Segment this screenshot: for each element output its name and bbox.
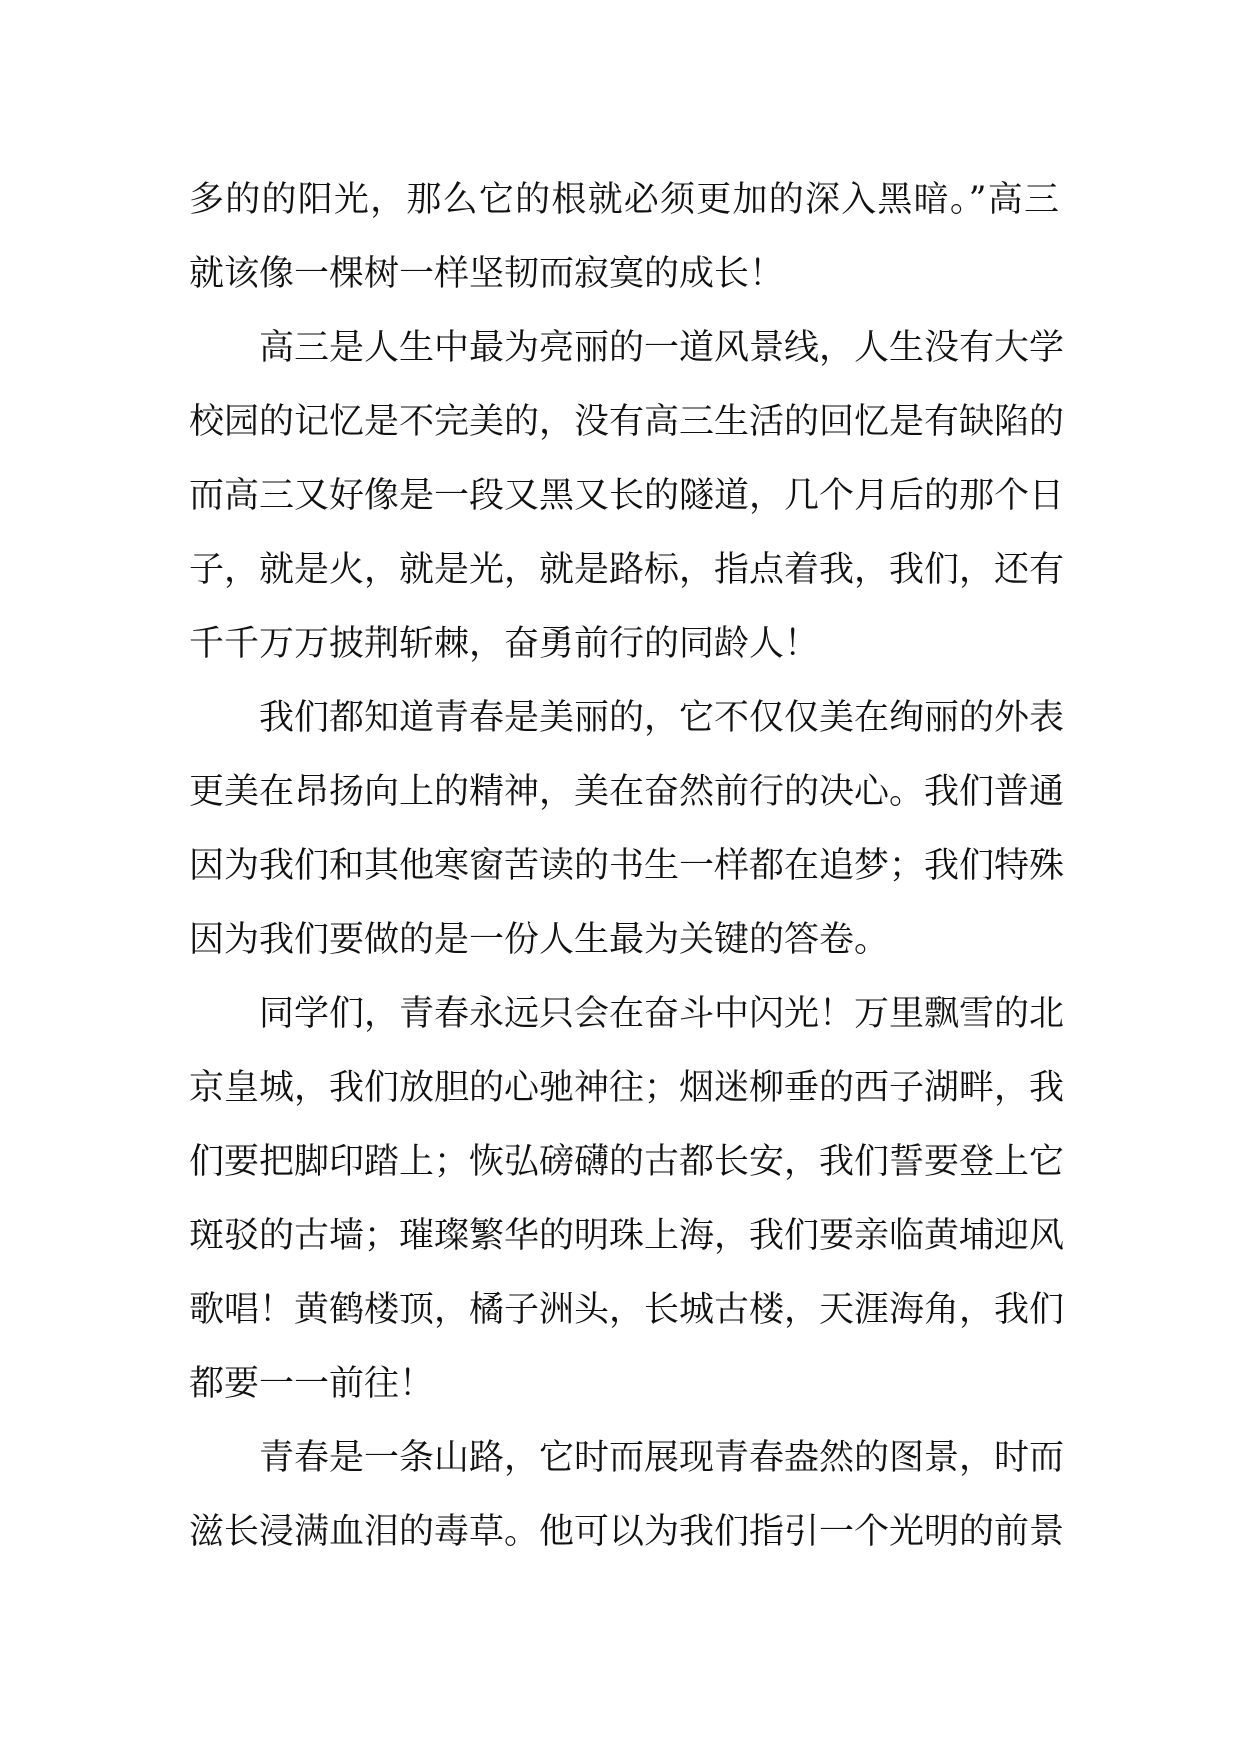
text-line: 京皇城，我们放胆的心驰神往；烟迷柳垂的西子湖畔，我 [189,1068,1065,1108]
text-line: 而高三又好像是一段又黑又长的隧道，几个月后的那个日 [189,476,1065,516]
text-line: 斑驳的古墙；璀璨繁华的明珠上海，我们要亲临黄埔迎风 [189,1216,1065,1256]
text-line: 滋长浸满血泪的毒草。他可以为我们指引一个光明的前景 [189,1512,1065,1552]
essay-body [189,163,1065,1569]
text-line: 因为我们和其他寒窗苦读的书生一样都在追梦；我们特殊 [189,846,1065,886]
text-line: 都要一一前往！ [189,1364,435,1404]
text-line: 们要把脚印踏上；恢弘磅礴的古都长安，我们誓要登上它 [189,1142,1065,1182]
paragraph-first-line: 同学们，青春永远只会在奋斗中闪光！万里飘雪的北 [259,994,1065,1034]
text-line: 更美在昂扬向上的精神，美在奋然前行的决心。我们普通 [189,772,1065,812]
text-line: 歌唱！黄鹤楼顶，橘子洲头，长城古楼，天涯海角，我们 [189,1290,1065,1330]
text-line: 因为我们要做的是一份人生最为关键的答卷。 [189,920,890,960]
text-line: 多的的阳光，那么它的根就必须更加的深入黑暗。”高三 [189,180,1059,220]
text-line: 子，就是火，就是光，就是路标，指点着我，我们，还有 [189,550,1065,590]
paragraph-first-line: 我们都知道青春是美丽的，它不仅仅美在绚丽的外表 [259,698,1065,738]
text-line: 千千万万披荆斩棘，奋勇前行的同龄人！ [189,624,820,664]
paragraph-first-line: 青春是一条山路，它时而展现青春盎然的图景，时而 [259,1438,1065,1478]
paragraph-first-line: 高三是人生中最为亮丽的一道风景线，人生没有大学 [259,328,1065,368]
text-line: 校园的记忆是不完美的，没有高三生活的回忆是有缺陷的 [189,402,1065,442]
text-line: 就该像一棵树一样坚韧而寂寞的成长！ [189,254,785,294]
